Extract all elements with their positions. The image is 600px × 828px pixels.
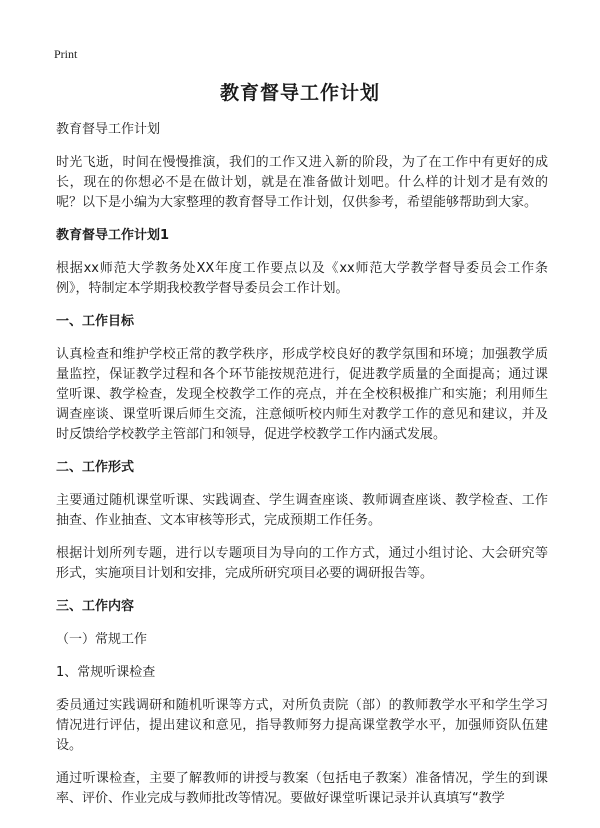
intro-paragraph: 时光飞逝，时间在慢慢推演，我们的工作又进入新的阶段，为了在工作中有更好的成长，现在的你想必不是在做计划，就是在准备做计划吧。什么样的计划才是有效的呢？以下是小编为大家整理的教育督导工作计划，仅供参考，希望能够帮助到大家。 [56,155,548,210]
section2-paragraph-1: 主要通过随机课堂听课、实践调查、学生调查座谈、教师调查座谈、教学检查、工作抽查、作业抽查、文本审核等形式，完成预期工作任务。 [56,493,548,528]
print-link[interactable]: Print [54,47,78,61]
section3-heading: 三、工作内容 [56,599,135,614]
item1-paragraph-1: 委员通过实践调研和随机听课等方式，对所负责院（部）的教师教学水平和学生学习情况进行评估，提出建议和意见，指导教师努力提高课堂教学水平，加强师资队伍建设。 [56,698,548,753]
subsection1-heading: （一）常规工作 [56,632,148,647]
item1-heading: 1、常规听课检查 [56,665,156,680]
plan1-intro-paragraph: 根据xx师范大学教务处XX年度工作要点以及《xx师范大学教学督导委员会工作条例》，特制定本学期我校教学督导委员会工作计划。 [56,261,548,296]
section1-paragraph: 认真检查和维护学校正常的教学秩序，形成学校良好的教学氛围和环境；加强教学质量监控，保证教学过程和各个环节能按规范进行，促进教学质量的全面提高；通过课堂听课、教学检查，发现全校教学工作的亮点，并在全校积极推广和实施；利用师生调查座谈、课堂听课后师生交流，注意倾听校内师生对教学工作的意见和建议，并及时反馈给学校教学主管部门和领导，促进学校教学工作内涵式发展。 [56,347,548,442]
section2-heading: 二、工作形式 [56,460,135,475]
section1-heading: 一、工作目标 [56,314,135,329]
document-body [56,120,548,822]
plan1-heading: 教育督导工作计划1 [56,228,170,243]
item1-paragraph-2: 通过听课检查，主要了解教师的讲授与教案（包括电子教案）准备情况，学生的到课率、评价、作业完成与教师批改等情况。要做好课堂听课记录并认真填写“教学 [56,771,548,806]
document-subtitle: 教育督导工作计划 [56,122,161,137]
page-title: 教育督导工作计划 [219,82,380,104]
section2-paragraph-2: 根据计划所列专题，进行以专题项目为导向的工作方式，通过小组讨论、大会研究等形式，实施项目计划和安排，完成所研究项目必要的调研报告等。 [56,546,548,581]
